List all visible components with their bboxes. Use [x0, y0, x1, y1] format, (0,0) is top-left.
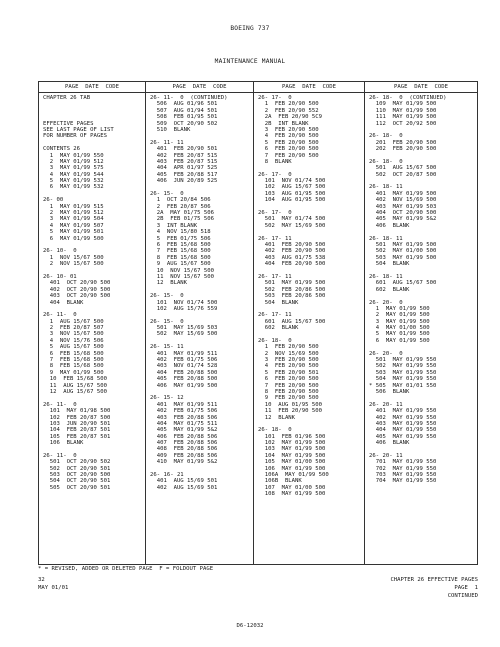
entry-line: 104 FEB 20/87 501: [43, 427, 111, 434]
entry-line: 602 BLANK: [369, 286, 410, 293]
entry-line: 103 JUN 20/90 501: [43, 420, 111, 427]
entry-line: 101 NOV 01/74 500: [258, 178, 326, 185]
entry-line: 1 MAY 01/99 500: [369, 305, 430, 312]
entry-line: 101 FEB 01/96 500: [258, 433, 326, 440]
entry-line: 8 FEB 15/68 500: [43, 363, 104, 370]
table-column-4: [364, 82, 477, 564]
page-label: PAGE 1: [454, 585, 478, 591]
entry-line: 26- 15- 0: [150, 293, 184, 300]
entry-line: 2 FEB 20/90 552: [258, 107, 319, 114]
entry-line: 1 OCT 20/84 506: [150, 197, 211, 204]
entry-line: 403 FEB 20/87 515: [150, 158, 218, 165]
entry-line: 2A FEB 20/90 5C9: [258, 114, 322, 121]
entry-line: 405 MAY 01/99 550: [369, 433, 437, 440]
entry-line: 8 BLANK: [258, 158, 292, 165]
entry-line: 401 AUG 15/69 501: [150, 478, 218, 485]
entry-line: 10 NOV 15/67 500: [150, 267, 214, 274]
entry-line: 12 AUG 15/67 500: [43, 388, 107, 395]
section-title: CHAPTER 26 EFFECTIVE PAGES: [390, 577, 478, 583]
entry-line: 9 AUG 15/67 500: [150, 261, 211, 268]
column-header: PAGE DATE CODE: [254, 82, 364, 93]
entry-line: 403 MAY 01/99 550: [369, 420, 437, 427]
entry-line: 509 OCT 20/90 502: [150, 120, 218, 127]
entry-line: 503 FEB 20/86 500: [258, 293, 326, 300]
entry-line: 104 MAY 01/99 500: [258, 452, 326, 459]
entry-line: 3 MAY 01/99 500: [369, 318, 430, 325]
entry-line: 4 NOV 15/76 506: [43, 337, 104, 344]
entry-line: 106B BLANK: [258, 478, 302, 485]
entry-line: 401 MAY 01/99 511: [150, 401, 218, 408]
entry-line: 4 MAY 01/00 500: [369, 325, 430, 332]
entry-line: 3 INT BLANK: [150, 222, 198, 229]
entry-line: 703 MAY 01/99 550: [369, 472, 437, 479]
entry-line: 26- 18- 11: [369, 235, 403, 242]
entry-line: 407 FEB 20/88 506: [150, 440, 218, 447]
entry-line: 7 FEB 20/90 500: [258, 382, 319, 389]
entry-line: 26- 17- 0: [258, 210, 292, 217]
column-body: [254, 93, 364, 498]
entry-line: 406 JUN 20/89 525: [150, 178, 218, 185]
table-column-2: [145, 82, 253, 564]
entry-line: 12 BLANK: [150, 280, 188, 287]
entry-line: 406 FEB 20/88 506: [150, 433, 218, 440]
entry-line: 402 FEB 20/87 515: [150, 152, 218, 159]
entry-line: 404 APR 01/97 525: [150, 165, 218, 172]
entry-line: 4 FEB 20/90 500: [258, 363, 319, 370]
entry-line: 26- 18- 0: [369, 158, 403, 165]
entry-line: 401 MAY 01/99 500: [369, 190, 437, 197]
entry-line: 201 FEB 20/90 500: [369, 139, 437, 146]
entry-line: 5 FEB 20/90 500: [258, 139, 319, 146]
entry-line: 601 AUG 15/67 500: [369, 280, 437, 287]
entry-line: FOR NUMBER OF PAGES: [43, 133, 107, 140]
entry-line: 109 MAY 01/99 500: [369, 101, 437, 108]
entry-line: 602 BLANK: [258, 325, 299, 332]
entry-line: 404 FEB 20/88 500: [150, 369, 218, 376]
entry-line: 5 MAY 01/99 500: [369, 331, 430, 338]
entry-line: 502 MAY 15/69 500: [150, 331, 218, 338]
entry-line: 504 OCT 20/90 501: [43, 478, 111, 485]
entry-line: * 505 MAY 01/01 550: [369, 382, 437, 389]
entry-line: 3 FEB 20/90 500: [258, 357, 319, 364]
entry-line: 26- 15- 12: [150, 395, 184, 402]
entry-line: 401 FEB 20/90 501: [150, 146, 218, 153]
entry-line: 8 FEB 20/90 500: [258, 388, 319, 395]
entry-line: 102 AUG 15/76 559: [150, 305, 218, 312]
entry-line: 6 FEB 20/90 500: [258, 376, 319, 383]
entry-line: 12 BLANK: [258, 414, 296, 421]
entry-line: 26- 18- 0: [369, 133, 403, 140]
continued-label: CONTINUED: [447, 593, 478, 599]
document-subtitle: MAINTENANCE MANUAL: [214, 58, 286, 65]
column-header: PAGE DATE CODE: [146, 82, 253, 93]
entry-line: 501 OCT 20/90 502: [43, 459, 111, 466]
table-column-3: [253, 82, 364, 564]
entry-line: 26- 16- 21: [150, 472, 184, 479]
entry-line: 26- 20- 0: [369, 299, 403, 306]
entry-line: 4 MAY 01/99 507: [43, 222, 104, 229]
entry-line: 501 AUG 15/67 500: [369, 165, 437, 172]
entry-line: 26- 11- 0: [43, 312, 77, 319]
entry-line: 3 MAY 01/99 575: [43, 165, 104, 172]
entry-line: 405 MAY 01/99 5&2: [369, 216, 437, 223]
column-body: [39, 93, 145, 491]
entry-line: 502 FEB 20/86 500: [258, 286, 326, 293]
entry-line: 26- 15- 11: [150, 344, 184, 351]
entry-line: 26- 18- 0: [258, 337, 292, 344]
entry-line: 26- 11- 0: [43, 452, 77, 459]
entry-line: 26- 18- 0 (CONTINUED): [369, 95, 447, 101]
entry-line: 1 MAY 01/99 515: [43, 203, 104, 210]
entry-line: 102 MAY 01/99 500: [258, 440, 326, 447]
entry-line: 3 FEB 20/90 500: [258, 126, 319, 133]
entry-line: 2B FEB 01/75 506: [150, 216, 214, 223]
entry-line: 405 FEB 20/88 500: [150, 376, 218, 383]
entry-line: 26- 17- 11: [258, 235, 292, 242]
entry-line: 103 MAY 01/99 500: [258, 446, 326, 453]
entry-line: 405 MAY 01/99 5&2: [150, 427, 218, 434]
entry-line: 506 BLANK: [369, 388, 410, 395]
entry-line: 508 FEB 01/95 501: [150, 114, 218, 121]
entry-line: 6 FEB 15/68 500: [150, 241, 211, 248]
entry-line: 9 MAY 01/99 500: [43, 369, 104, 376]
entry-line: 501 MAY 01/99 500: [258, 280, 326, 287]
entry-line: 403 AUG 01/75 538: [258, 254, 326, 261]
entry-line: 504 BLANK: [258, 299, 299, 306]
entry-line: 106 MAY 01/99 500: [258, 465, 326, 472]
entry-line: CHAPTER 26 TAB: [43, 95, 91, 101]
entry-line: 408 FEB 20/88 506: [150, 446, 218, 453]
entry-line: 101 NOV 01/74 500: [150, 299, 218, 306]
entry-line: 1 NOV 15/67 500: [43, 254, 104, 261]
entry-line: 401 MAY 01/99 511: [150, 350, 218, 357]
entry-line: 26- 00: [43, 197, 64, 204]
entry-line: 6 MAY 01/99 500: [369, 337, 430, 344]
entry-line: 702 MAY 01/99 550: [369, 465, 437, 472]
entry-line: 111 MAY 01/99 500: [369, 114, 437, 121]
entry-line: 501 MAY 15/69 503: [150, 325, 218, 332]
entry-line: 505 OCT 20/90 501: [43, 484, 111, 491]
entry-line: 406 BLANK: [369, 440, 410, 447]
entry-line: 502 MAY 15/69 500: [258, 222, 326, 229]
entry-line: 202 FEB 20/90 500: [369, 146, 437, 153]
entry-line: EFFECTIVE PAGES: [43, 120, 94, 127]
entry-line: 502 OCT 20/90 501: [43, 465, 111, 472]
entry-line: 402 FEB 01/75 506: [150, 357, 218, 364]
entry-line: 402 AUG 15/69 501: [150, 484, 218, 491]
entry-line: 3 NOV 15/67 500: [43, 331, 104, 338]
entry-line: 2A MAY 01/75 506: [150, 210, 214, 217]
entry-line: 501 MAY 01/74 500: [258, 216, 326, 223]
entry-line: 403 FEB 20/88 506: [150, 414, 218, 421]
entry-line: 601 AUG 15/67 500: [258, 318, 326, 325]
entry-line: 501 MAY 01/99 500: [369, 241, 437, 248]
entry-line: 7 FEB 15/68 500: [150, 248, 211, 255]
entry-line: 7 FEB 20/90 500: [258, 152, 319, 159]
entry-line: 404 MAY 01/99 550: [369, 427, 437, 434]
entry-line: 26- 20- 11: [369, 401, 403, 408]
entry-line: 26- 15- 0: [150, 190, 184, 197]
column-header: PAGE DATE CODE: [39, 82, 145, 93]
entry-line: 401 OCT 20/90 500: [43, 280, 111, 287]
entry-line: 406 BLANK: [369, 222, 410, 229]
entry-line: 502 MAY 01/00 500: [369, 248, 437, 255]
entry-line: 26- 11- 11: [150, 139, 184, 146]
entry-line: 10 AUG 01/95 500: [258, 401, 322, 408]
entry-line: 2 FEB 20/87 506: [150, 203, 211, 210]
entry-line: 701 MAY 01/99 550: [369, 459, 437, 466]
column-header: PAGE DATE CODE: [365, 82, 477, 93]
entry-line: 402 MAY 01/99 550: [369, 414, 437, 421]
entry-line: 501 MAY 01/99 550: [369, 357, 437, 364]
document-title: BOEING 737: [230, 25, 270, 32]
entry-line: 402 FEB 01/75 506: [150, 408, 218, 415]
entry-line: 2 MAY 01/99 512: [43, 158, 104, 165]
entry-line: 503 MAY 01/99 550: [369, 369, 437, 376]
entry-line: 9 FEB 20/90 500: [258, 395, 319, 402]
entry-line: 26- 18- 0: [258, 427, 292, 434]
entry-line: 1 MAY 01/99 550: [43, 152, 104, 159]
entry-line: 101 MAY 01/98 500: [43, 408, 111, 415]
revision-legend: * = REVISED, ADDED OR DELETED PAGE F = FOLDOUT PAGE: [38, 566, 214, 572]
entry-line: 404 MAY 01/75 511: [150, 420, 218, 427]
document-number: D6-12032: [236, 623, 264, 629]
entry-line: 102 AUG 15/67 500: [258, 184, 326, 191]
entry-line: 403 NOV 01/74 528: [150, 363, 218, 370]
column-body: [146, 93, 253, 491]
entry-line: 26- 11- 0 (CONTINUED): [150, 95, 228, 101]
entry-line: 26- 17- 11: [258, 312, 292, 319]
entry-line: 507 AUG 01/94 501: [150, 107, 218, 114]
entry-line: 8 FEB 15/68 500: [150, 254, 211, 261]
entry-line: 2 MAY 01/99 512: [43, 210, 104, 217]
entry-line: 2B INT BLANK: [258, 120, 309, 127]
entry-line: 503 OCT 20/90 500: [43, 472, 111, 479]
entry-line: 3 MAY 01/99 504: [43, 216, 104, 223]
entry-line: 7 FEB 15/68 500: [43, 357, 104, 364]
entry-line: 6 FEB 15/68 500: [43, 350, 104, 357]
entry-line: 26- 18- 11: [369, 273, 403, 280]
entry-line: 26- 20- 11: [369, 452, 403, 459]
effective-pages-table: [38, 81, 478, 565]
entry-line: 26- 17- 0: [258, 95, 292, 101]
entry-line: 404 OCT 20/90 500: [369, 210, 437, 217]
entry-line: 510 BLANK: [150, 126, 191, 133]
entry-line: 504 BLANK: [369, 261, 410, 268]
entry-line: 410 MAY 01/99 5&2: [150, 459, 218, 466]
table-column-1: [39, 82, 145, 564]
page-number: 32: [38, 577, 45, 583]
entry-line: 2 FEB 20/87 507: [43, 325, 104, 332]
entry-line: 26- 11- 0: [43, 401, 77, 408]
entry-line: 26- 10- 01: [43, 273, 77, 280]
entry-line: 106A MAY 01/99 500: [258, 472, 329, 479]
entry-line: 2 NOV 15/67 500: [43, 261, 104, 268]
entry-line: 402 FEB 20/90 500: [258, 248, 326, 255]
entry-line: 26- 10- 0: [43, 248, 77, 255]
entry-line: 26- 17- 11: [258, 273, 292, 280]
entry-line: 405 FEB 20/88 517: [150, 171, 218, 178]
entry-line: 402 OCT 20/90 500: [43, 286, 111, 293]
entry-line: 401 FEB 20/90 500: [258, 241, 326, 248]
entry-line: 403 OCT 20/90 500: [43, 293, 111, 300]
entry-line: 11 NOV 15/67 500: [150, 273, 214, 280]
entry-line: 1 FEB 20/90 500: [258, 101, 319, 108]
entry-line: 6 FEB 20/90 500: [258, 146, 319, 153]
entry-line: 2 NOV 15/69 500: [258, 350, 319, 357]
entry-line: 26- 15- 0: [150, 318, 184, 325]
entry-line: 105 FEB 20/87 501: [43, 433, 111, 440]
entry-line: 6 MAY 01/99 532: [43, 184, 104, 191]
entry-line: 112 OCT 20/92 500: [369, 120, 437, 127]
entry-line: 404 BLANK: [43, 299, 84, 306]
entry-line: 4 MAY 01/99 544: [43, 171, 104, 178]
entry-line: CONTENTS 26: [43, 146, 81, 153]
entry-line: 4 NOV 15/80 518: [150, 229, 211, 236]
entry-line: 104 AUG 01/95 500: [258, 197, 326, 204]
entry-line: 11 FEB 20/90 500: [258, 408, 322, 415]
entry-line: 26- 18- 11: [369, 184, 403, 191]
entry-line: 103 AUG 01/95 500: [258, 190, 326, 197]
entry-line: 404 FEB 20/90 500: [258, 261, 326, 268]
entry-line: 6 MAY 01/99 500: [43, 235, 104, 242]
entry-line: 5 MAY 01/99 532: [43, 178, 104, 185]
entry-line: 409 FEB 20/88 506: [150, 452, 218, 459]
entry-line: 1 AUG 15/67 500: [43, 318, 104, 325]
entry-line: 504 MAY 01/99 550: [369, 376, 437, 383]
entry-line: 403 MAY 01/99 503: [369, 203, 437, 210]
entry-line: 108 MAY 01/99 500: [258, 491, 326, 498]
revision-date: MAY 01/01: [38, 585, 69, 591]
entry-line: 402 NOV 15/69 500: [369, 197, 437, 204]
entry-line: 11 AUG 15/67 500: [43, 382, 107, 389]
entry-line: 5 MAY 01/99 501: [43, 229, 104, 236]
entry-line: 502 OCT 20/87 500: [369, 171, 437, 178]
entry-line: 26- 20- 0: [369, 350, 403, 357]
entry-line: 506 AUG 01/96 501: [150, 101, 218, 108]
entry-line: 5 FEB 20/90 501: [258, 369, 319, 376]
entry-line: 5 FEB 01/75 506: [150, 235, 211, 242]
column-body: [365, 93, 477, 485]
entry-line: 106 BLANK: [43, 440, 84, 447]
entry-line: 704 MAY 01/99 550: [369, 478, 437, 485]
entry-line: SEE LAST PAGE OF LIST: [43, 126, 114, 133]
entry-line: 503 MAY 01/99 500: [369, 254, 437, 261]
entry-line: 401 MAY 01/99 550: [369, 408, 437, 415]
entry-line: 10 FEB 15/68 500: [43, 376, 107, 383]
entry-line: 502 MAY 01/99 550: [369, 363, 437, 370]
entry-line: 1 FEB 20/90 500: [258, 344, 319, 351]
entry-line: 5 AUG 15/67 500: [43, 344, 104, 351]
entry-line: 107 MAY 01/00 500: [258, 484, 326, 491]
entry-line: 26- 17- 0: [258, 171, 292, 178]
entry-line: 102 FEB 20/87 500: [43, 414, 111, 421]
entry-line: 105 MAY 01/00 500: [258, 459, 326, 466]
entry-line: 2 MAY 01/99 500: [369, 312, 430, 319]
entry-line: 110 MAY 01/99 500: [369, 107, 437, 114]
entry-line: 406 MAY 01/99 500: [150, 382, 218, 389]
entry-line: 4 FEB 20/90 500: [258, 133, 319, 140]
